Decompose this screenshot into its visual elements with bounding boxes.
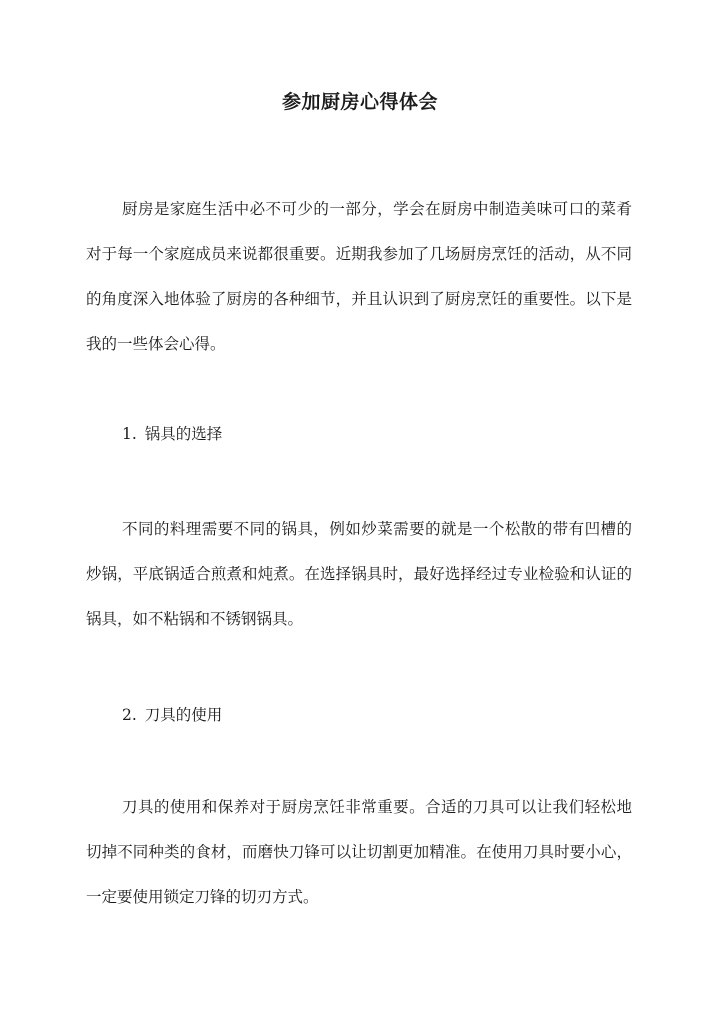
section-title-2: 刀具的使用 — [144, 706, 223, 724]
intro-paragraph: 厨房是家庭生活中必不可少的一部分，学会在厨房中制造美味可口的菜肴对于每一个家庭成员来说都很重要。近期我参加了几场厨房烹饪的活动，从不同的角度深入地体验了厨房的各种细节，并且认识到了厨房烹饪的重要性。以下是我的一些体会心得。 — [86, 200, 632, 353]
section-heading-1 — [122, 422, 222, 446]
section-heading-2 — [122, 703, 222, 727]
section-number-2: 2. — [122, 706, 137, 724]
section-title-1: 锅具的选择 — [144, 425, 223, 443]
section-body-2: 刀具的使用和保养对于厨房烹饪非常重要。合适的刀具可以让我们轻松地切掉不同种类的食材，而磨快刀锋可以让切割更加精准。在使用刀具时要小心，一定要使用锁定刀锋的切刃方式。 — [86, 798, 632, 906]
section-number-1: 1. — [122, 425, 137, 443]
section-body-1: 不同的料理需要不同的锅具，例如炒菜需要的就是一个松散的带有凹槽的炒锅，平底锅适合煎煮和炖煮。在选择锅具时，最好选择经过专业检验和认证的锅具，如不粘锅和不锈钢锅具。 — [86, 520, 632, 628]
document-title: 参加厨房心得体会 — [281, 91, 438, 113]
